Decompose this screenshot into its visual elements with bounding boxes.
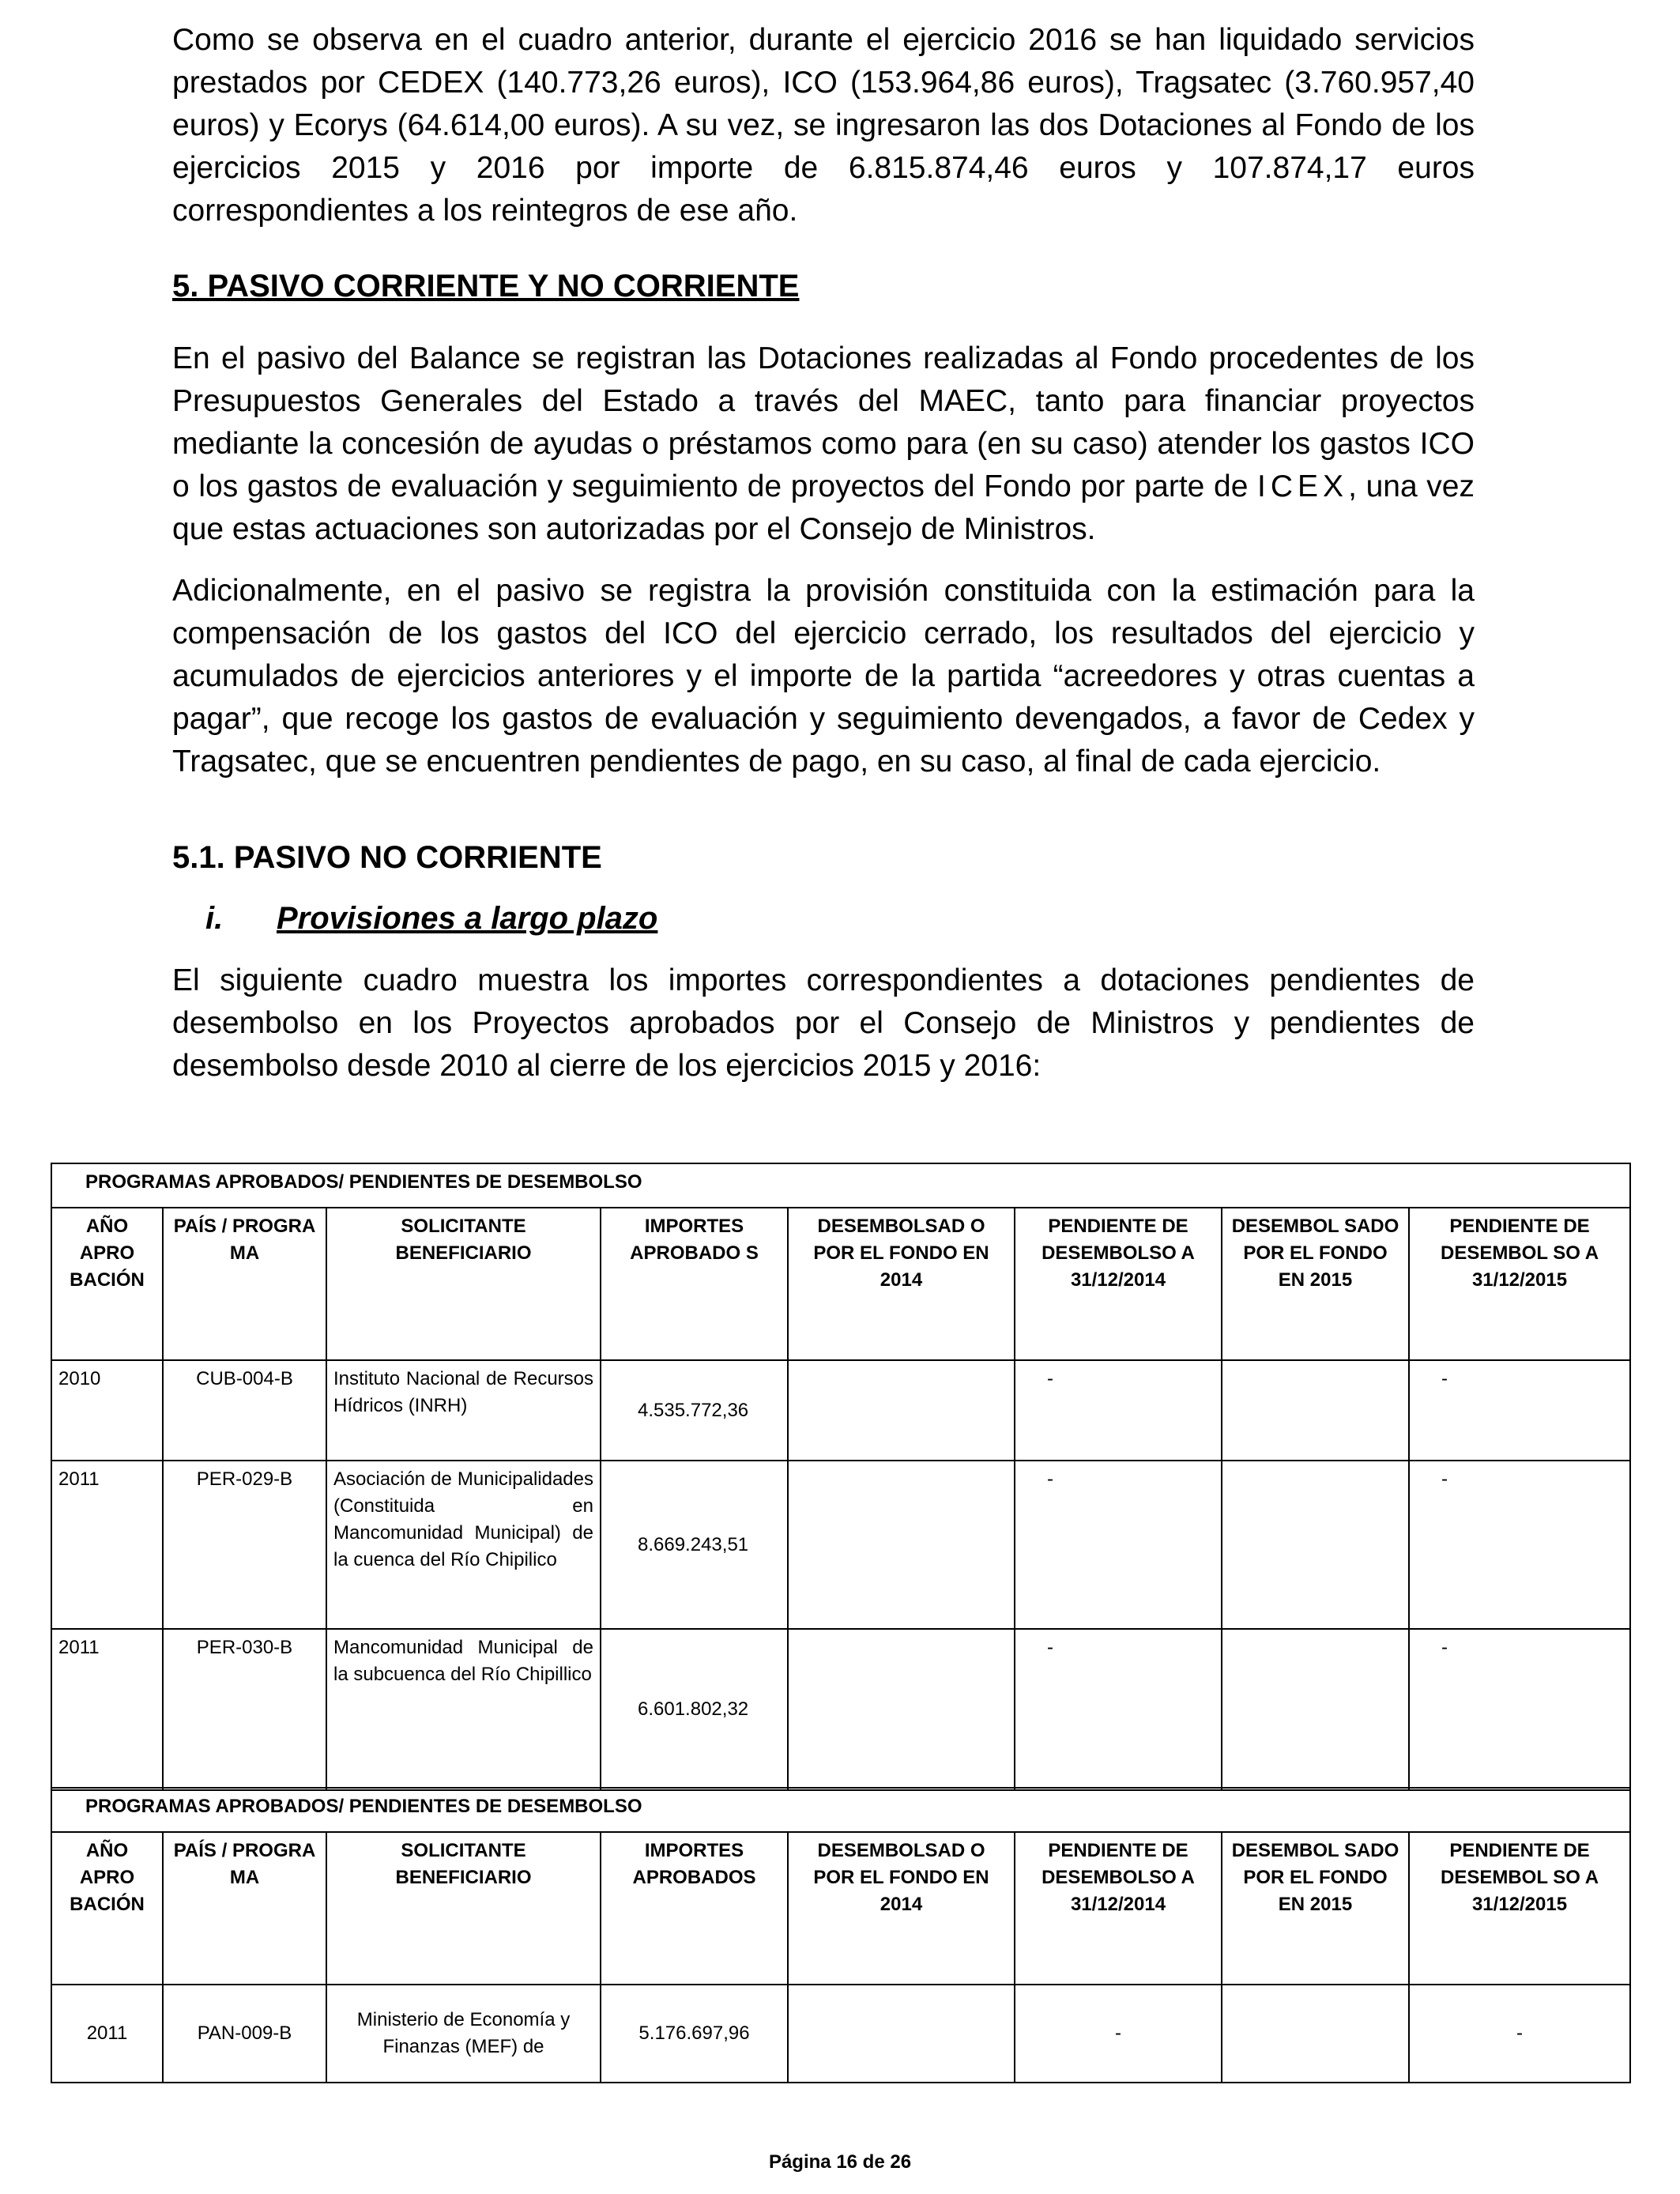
cell-disbursed-2015 [1222,1461,1409,1629]
pending-disbursement-table-2 [51,1787,1631,2083]
cell-disbursed-2015 [1222,1360,1409,1461]
header-pending-2014: PENDIENTE DE DESEMBOLSO A 31/12/2014 [1015,1832,1222,1985]
cell-disbursed-2014 [788,1629,1015,1790]
cell-approved-amount: 5.176.697,96 [601,1985,788,2083]
section-5-1-heading: 5.1. PASIVO NO CORRIENTE [172,840,602,875]
header-pending-2014: PENDIENTE DE DESEMBOLSO A 31/12/2014 [1015,1208,1222,1360]
table-row [51,1461,1630,1629]
cell-pending-2014: - [1015,1629,1222,1790]
header-disbursed-2015: DESEMBOL SADO POR EL FONDO EN 2015 [1222,1832,1409,1985]
table-row [51,1985,1630,2083]
table-row [51,1360,1630,1461]
cell-disbursed-2014 [788,1360,1015,1461]
header-beneficiary: SOLICITANTE BENEFICIARIO [326,1832,601,1985]
pasivo-paragraph-part2: , una vez que estas actuaciones son autorizadas por el Consejo de Ministros. [172,469,1475,546]
header-approved-amount: IMPORTES APROBADOS [601,1832,788,1985]
cell-approved-amount: 6.601.802,32 [601,1629,788,1790]
subsection-heading [205,901,1508,937]
cell-approved-amount: 4.535.772,36 [601,1360,788,1461]
cell-disbursed-2014 [788,1985,1015,2083]
pending-disbursement-table-1 [51,1163,1631,1791]
table-caption: PROGRAMAS APROBADOS/ PENDIENTES DE DESEMBOLSO [51,1788,1630,1832]
header-approved-amount: IMPORTES APROBADO S [601,1208,788,1360]
cell-year: 2011 [51,1629,163,1790]
cell-beneficiary: Instituto Nacional de Recursos Hídricos (INRH) [326,1360,601,1461]
section-5-heading: 5. PASIVO CORRIENTE Y NO CORRIENTE [172,269,800,303]
pasivo-paragraph-part1: En el pasivo del Balance se registran las Dotaciones realizadas al Fondo procedentes de los Presupuestos Generales del Estado a través del MAEC, tanto para financiar proyectos mediante la concesión de ayudas o préstamos como para (en su caso) atender los gastos ICO o los gastos de evaluación y seguimiento de proyectos del Fondo por parte de [172,341,1475,503]
cell-pending-2014: - [1015,1360,1222,1461]
header-pending-2015: PENDIENTE DE DESEMBOL SO A 31/12/2015 [1409,1208,1630,1360]
cell-program: CUB-004-B [163,1360,326,1461]
cell-disbursed-2014 [788,1461,1015,1629]
cell-approved-amount: 8.669.243,51 [601,1461,788,1629]
cell-disbursed-2015 [1222,1985,1409,2083]
cell-beneficiary: Mancomunidad Municipal de la subcuenca del Río Chipillico [326,1629,601,1790]
cell-year: 2011 [51,1461,163,1629]
table-caption: PROGRAMAS APROBADOS/ PENDIENTES DE DESEMBOLSO [51,1163,1630,1208]
intro-paragraph: Como se observa en el cuadro anterior, durante el ejercicio 2016 se han liquidado servicios prestados por CEDEX (140.773,26 euros), ICO (153.964,86 euros), Tragsatec (3.760.957,40 euros) y Ecorys (64.614,00 euros). A su vez, se ingresaron las dos Dotaciones al Fondo de los ejercicios 2015 y 2016 por importe de 6.815.874,46 euros y 107.874,17 euros correspondientes a los reintegros de ese año. [172,23,1475,228]
header-program: PAÍS / PROGRA MA [163,1208,326,1360]
cell-beneficiary: Ministerio de Economía y Finanzas (MEF) de [326,1985,601,2083]
table-intro-paragraph: El siguiente cuadro muestra los importes correspondientes a dotaciones pendientes de desembolso en los Proyectos aprobados por el Consejo de Ministros y pendientes de desembolso desde 2010 al cierre de los ejercicios 2015 y 2016: [172,963,1475,1083]
header-year: AÑO APRO BACIÓN [51,1208,163,1360]
header-program: PAÍS / PROGRA MA [163,1832,326,1985]
cell-program: PAN-009-B [163,1985,326,2083]
cell-pending-2015: - [1409,1629,1630,1790]
header-beneficiary: SOLICITANTE BENEFICIARIO [326,1208,601,1360]
header-pending-2015: PENDIENTE DE DESEMBOL SO A 31/12/2015 [1409,1832,1630,1985]
header-year: AÑO APRO BACIÓN [51,1832,163,1985]
cell-pending-2015: - [1409,1360,1630,1461]
provision-paragraph: Adicionalmente, en el pasivo se registra la provisión constituida con la estimación para la compensación de los gastos del ICO del ejercicio cerrado, los resultados del ejercicio y acumulados de ejercicios anteriores y el importe de la partida “acreedores y otras cuentas a pagar”, que recoge los gastos de evaluación y seguimiento devengados, a favor de Cedex y Tragsatec, que se encuentren pendientes de pago, en su caso, al final de cada ejercicio. [172,574,1475,778]
header-disbursed-2015: DESEMBOL SADO POR EL FONDO EN 2015 [1222,1208,1409,1360]
cell-pending-2015: - [1409,1985,1630,2083]
cell-pending-2014: - [1015,1461,1222,1629]
cell-pending-2014: - [1015,1985,1222,2083]
subsection-title: Provisiones a largo plazo [277,901,658,936]
header-disbursed-2014: DESEMBOLSAD O POR EL FONDO EN 2014 [788,1208,1015,1360]
cell-disbursed-2015 [1222,1629,1409,1790]
pasivo-paragraph [172,337,1475,551]
cell-program: PER-029-B [163,1461,326,1629]
cell-year: 2010 [51,1360,163,1461]
cell-program: PER-030-B [163,1629,326,1790]
cell-beneficiary: Asociación de Municipalidades (Constituida en Mancomunidad Municipal) de la cuenca del Río Chipilico [326,1461,601,1629]
subsection-number: i. [205,901,224,936]
cell-year: 2011 [51,1985,163,2083]
table-row [51,1629,1630,1790]
page-number-footer: Página 16 de 26 [768,2151,912,2173]
icex-text: ICEX [1257,469,1349,503]
header-disbursed-2014: DESEMBOLSAD O POR EL FONDO EN 2014 [788,1832,1015,1985]
cell-pending-2015: - [1409,1461,1630,1629]
